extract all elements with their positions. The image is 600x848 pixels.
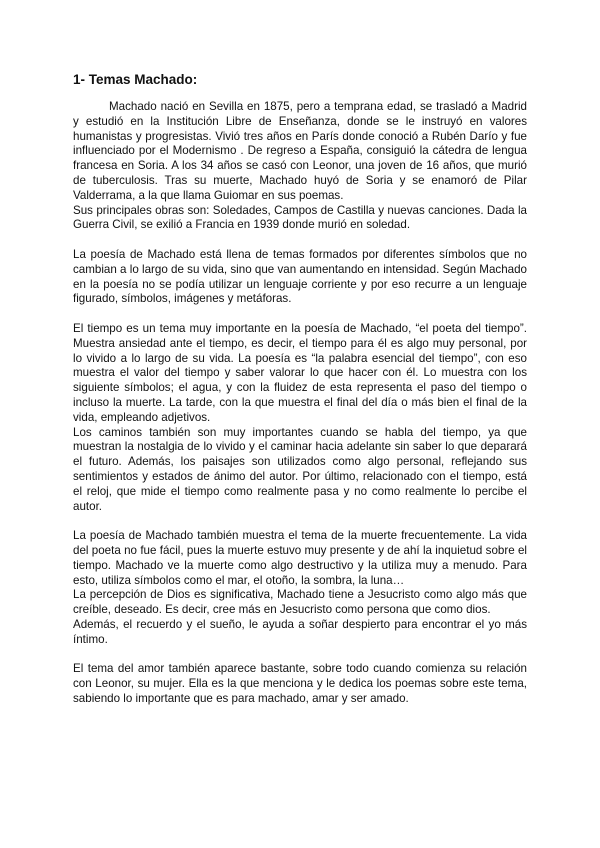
- paragraph-love: El tema del amor también aparece bastante, sobre todo cuando comienza su relación con Leonor, su mujer. Ella es la que menciona y le dedica los poemas sobre este tema, sabiendo lo importante que es para machado, amar y ser amado.: [73, 662, 527, 705]
- paragraph-god: La percepción de Dios es significativa, Machado tiene a Jesucristo como algo más que creíble, deseado. Es decir, cree más en Jesucristo como persona que como dios.: [73, 588, 527, 617]
- document-body: [73, 100, 527, 707]
- paragraph-death: La poesía de Machado también muestra el tema de la muerte frecuentemente. La vida del poeta no fue fácil, pues la muerte estuvo muy presente y de ahí la inquietud sobre el tiempo. Machado ve la muerte como algo destructivo y la utiliza muy a menudo. Para esto, utiliza símbolos como el mar, el otoño, la sombra, la luna…: [73, 529, 527, 587]
- paragraph-memory-dream: Además, el recuerdo y el sueño, le ayuda a soñar despierto para encontrar el yo más íntimo.: [73, 617, 527, 646]
- paragraph-time: El tiempo es un tema muy importante en la poesía de Machado, “el poeta del tiempo”. Muestra ansiedad ante el tiempo, es decir, el tiempo para él es algo muy personal, por lo vivido a lo largo de su vida. La poesía es “la palabra esencial del tiempo”, con eso muestra el valor del tiempo y saber valorar lo que hacer con él. Lo muestra con los siguiente símbolos; el agua, y con la fluidez de esta representa el paso del tiempo o incluso la muerte. La tarde, con la que muestra el final del día o más bien el final de la vida, empleando adjetivos.: [73, 321, 527, 424]
- document-title: 1- Temas Machado:: [73, 72, 198, 87]
- paragraph-poetry-symbols: La poesía de Machado está llena de temas formados por diferentes símbolos que no cambian a lo largo de su vida, sino que van aumentando en intensidad. Según Machado en la poesía no se podía utilizar un lenguaje corriente y por eso recurre a un lenguaje figurado, símbolos, imágenes y metáforas.: [73, 247, 527, 306]
- paragraph-biography: Machado nació en Sevilla en 1875, pero a temprana edad, se trasladó a Madrid y estudió en la Institución Libre de Enseñanza, donde se le instruyó en valores humanistas y progresistas. Vivió tres años en París donde conoció a Rubén Darío y fue influenciado por el Modernismo . De regreso a España, consiguió la cátedra de lengua francesa en Soria. A los 34 años se casó con Leonor, una joven de 16 años, que murió de tuberculosis. Tras su muerte, Machado huyó de Soria y se enamoró de Pilar Valderrama, a la que llama Guiomar en sus poemas.: [73, 100, 527, 202]
- paragraph-works: Sus principales obras son: Soledades, Campos de Castilla y nuevas canciones. Dada la Guerra Civil, se exilió a Francia en 1939 donde murió en soledad.: [73, 203, 527, 232]
- paragraph-paths: Los caminos también son muy importantes cuando se habla del tiempo, ya que muestran la nostalgia de lo vivido y el caminar hacia adelante sin saber lo que deparará el futuro. Además, los paisajes son utilizados como algo personal, reflejando sus sentimientos y estados de ánimo del autor. Por último, relacionado con el tiempo, está el reloj, que mide el tiempo como realmente pasa y no como realmente lo percibe el autor.: [73, 425, 527, 513]
